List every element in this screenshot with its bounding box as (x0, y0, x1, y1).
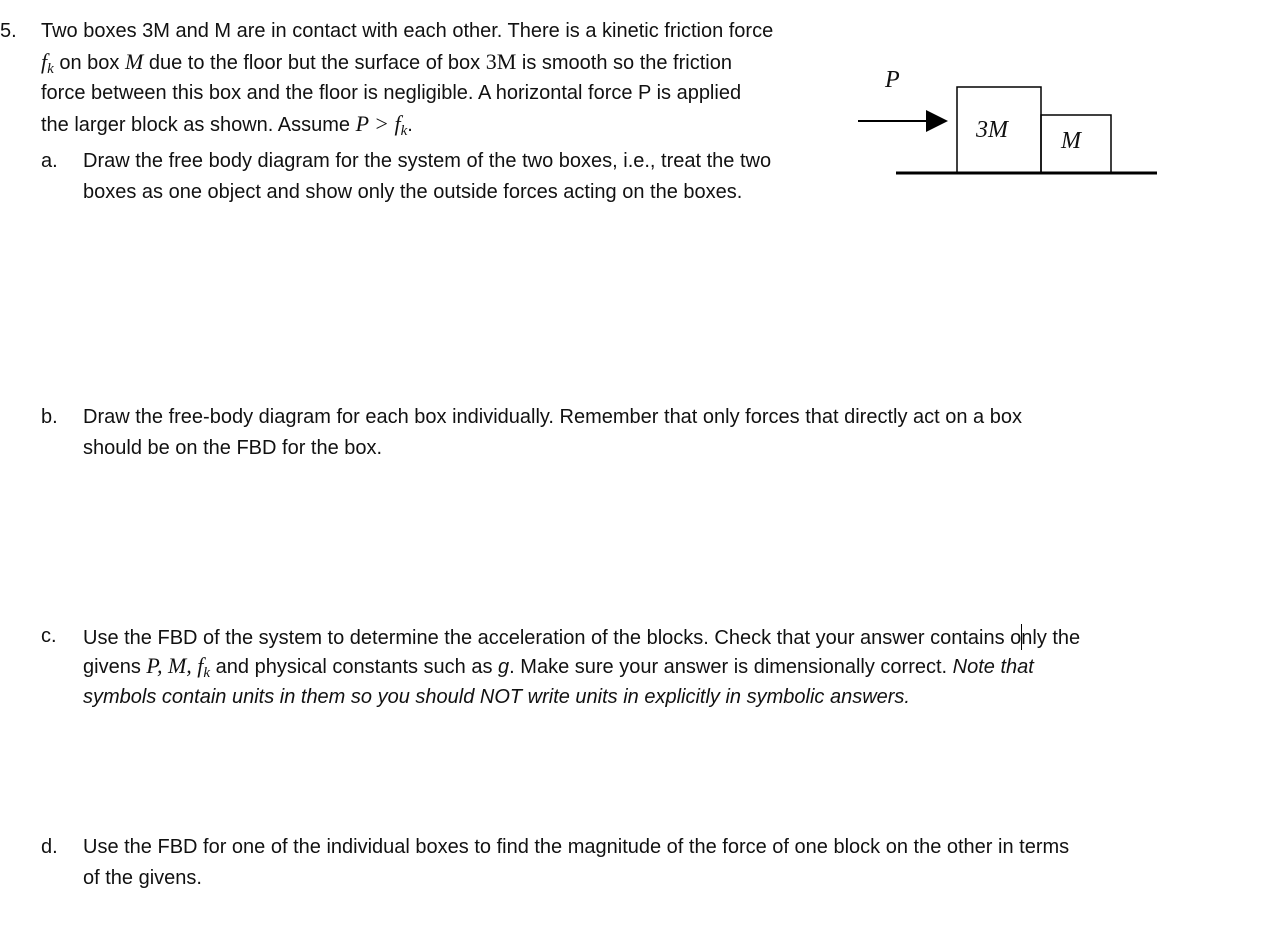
part-a-line-2: boxes as one object and show only the outside forces acting on the boxes. (83, 181, 743, 203)
small-box-label: M (1061, 128, 1081, 154)
part-d-line-2: of the givens. (83, 867, 202, 889)
part-c-text: . Make sure your answer is dimensionally correct. (509, 656, 953, 678)
inequality: P > f (355, 111, 401, 136)
friction-symbol: f (41, 49, 48, 74)
force-label: P (885, 67, 900, 93)
part-a-letter: a. (41, 150, 58, 172)
intro-text: the larger block as shown. Assume (41, 114, 356, 136)
part-c-text: Use the FBD of the system to determine the acceleration of the blocks. Check that your answer contains o (83, 627, 1022, 649)
intro-text: . (407, 114, 413, 136)
note-text: Note that (952, 656, 1034, 678)
intro-text: is smooth so the friction (516, 52, 732, 74)
large-box-label: 3M (976, 117, 1008, 143)
friction-subscript: k (47, 61, 54, 77)
part-c-letter: c. (41, 625, 57, 647)
part-c-line-2 (83, 654, 1034, 681)
intro-line-3: force between this box and the floor is negligible. A horizontal force P is applied (41, 82, 742, 104)
part-d-line-1: Use the FBD for one of the individual boxes to find the magnitude of the force of one block on the other in terms (83, 836, 1070, 858)
part-c-line-3: symbols contain units in them so you should NOT write units in explicitly in symbolic answers. (83, 686, 910, 708)
mass-symbol: 3M (485, 49, 517, 74)
intro-line-4 (41, 112, 413, 139)
gravity-symbol: g (498, 656, 510, 678)
intro-text: due to the floor but the surface of box (143, 52, 486, 74)
problem-number: 5. (0, 20, 17, 42)
friction-subscript: k (203, 665, 211, 681)
part-c-line-1 (83, 624, 1080, 650)
intro-line-2 (41, 50, 732, 77)
intro-line-1: Two boxes 3M and M are in contact with each other. There is a kinetic friction force (41, 20, 774, 42)
part-a-line-1: Draw the free body diagram for the system of the two boxes, i.e., treat the two (83, 150, 772, 172)
intro-text: on box (53, 52, 125, 74)
part-c-text: and physical constants such as (210, 656, 499, 678)
part-b-line-2: should be on the FBD for the box. (83, 437, 383, 459)
force-arrow-head (926, 110, 948, 132)
part-b-line-1: Draw the free-body diagram for each box individually. Remember that only forces that directly act on a box (83, 406, 1022, 428)
boxes-diagram (850, 60, 1170, 190)
friction-subscript: k (400, 123, 408, 139)
mass-symbol: M (124, 49, 144, 74)
part-b-letter: b. (41, 406, 58, 428)
part-c-text: nly the (1021, 627, 1081, 649)
givens-symbols: P, M, f (146, 653, 204, 678)
part-d-letter: d. (41, 836, 58, 858)
part-c-text: givens (83, 656, 147, 678)
